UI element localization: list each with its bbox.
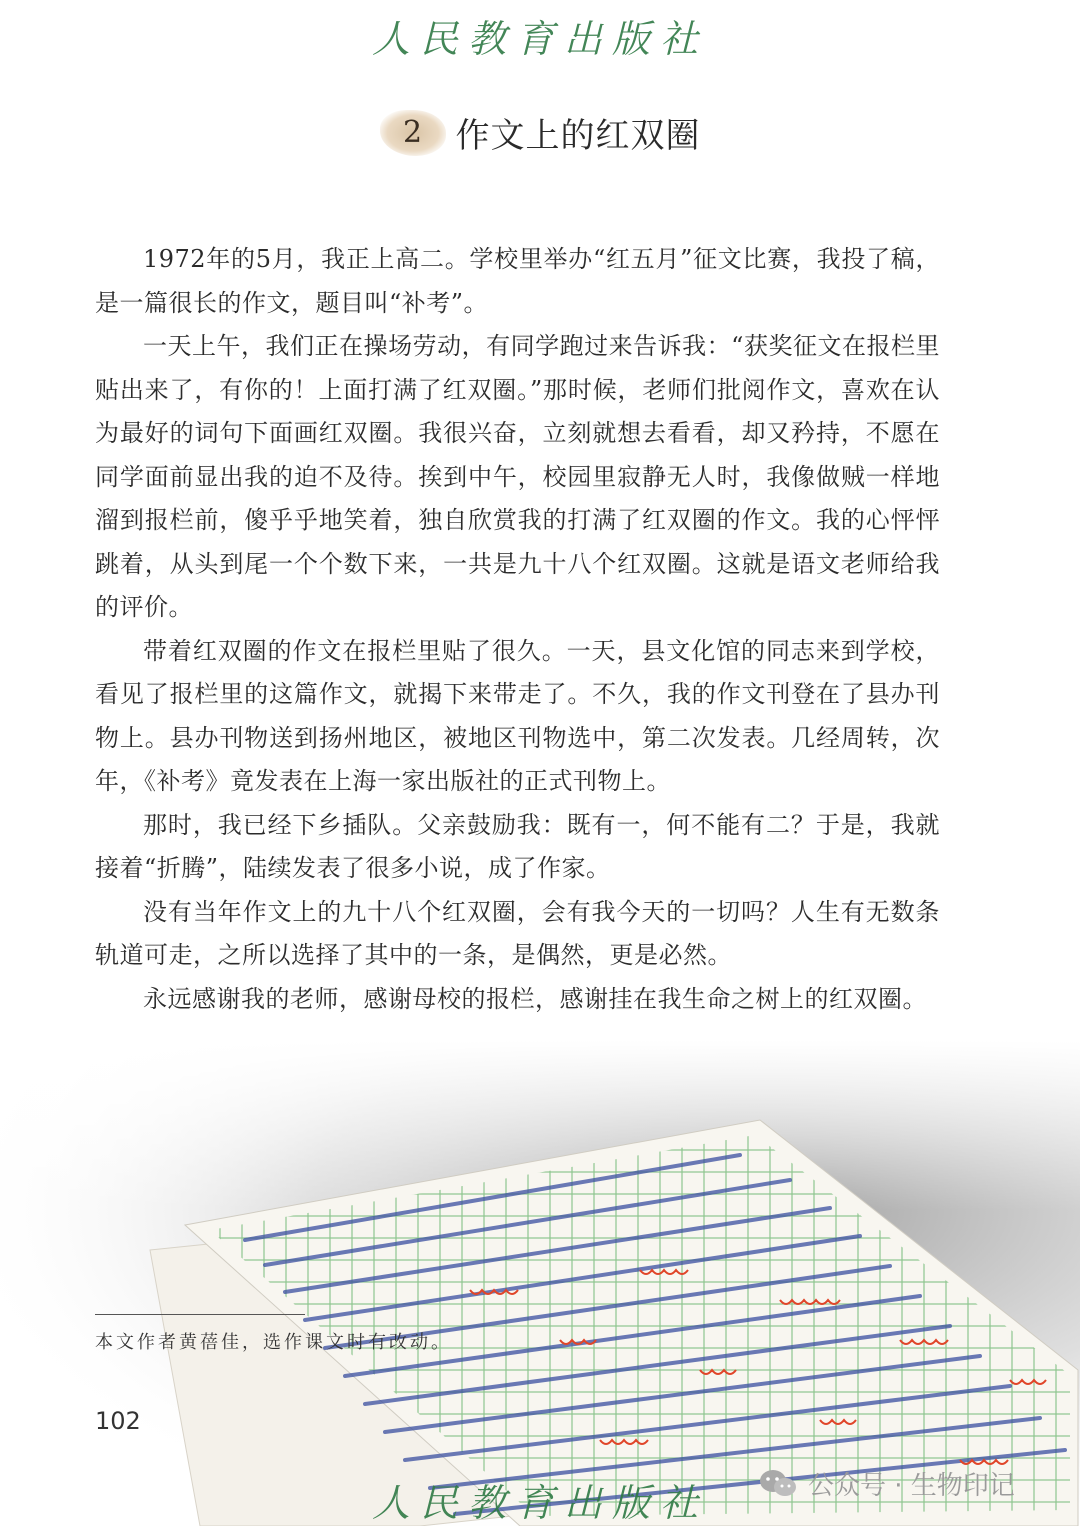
paragraph: 一天上午，我们正在操场劳动，有同学跑过来告诉我：“获奖征文在报栏里贴出来了，有你的！上面打满了红双圈。”那时候，老师们批阅作文，喜欢在认为最好的词句下面画红双圈。我很兴奋，立刻就想去看看，却又矜持，不愿在同学面前显出我的迫不及待。挨到中午，校园里寂静无人时，我像做贼一样地溜到报栏前，傻乎乎地笑着，独自欣赏我的打满了红双圈的作文。我的心怦怦跳着，从头到尾一个个数下来，一共是九十八个红双圈。这就是语文老师给我的评价。 <box>95 332 940 621</box>
publisher-watermark-bottom: 人民教育出版社 <box>371 1481 708 1525</box>
paragraph: 永远感谢我的老师，感谢母校的报栏，感谢挂在我生命之树上的红双圈。 <box>143 984 927 1013</box>
footnote: 本文作者黄蓓佳，选作课文时有改动。 <box>95 1332 452 1353</box>
wechat-label: 公众号 · 生物印记 <box>808 1471 1015 1501</box>
paragraph: 那时，我已经下乡插队。父亲鼓励我：既有一，何不能有二？于是，我就接着“折腾”，陆续发表了很多小说，成了作家。 <box>95 810 940 882</box>
paragraph: 1972年的5月，我正上高二。学校里举办“红五月”征文比赛，我投了稿，是一篇很长的作文，题目叫“补考”。 <box>95 245 940 317</box>
wechat-account-tag <box>758 1465 1015 1502</box>
lesson-title: 作文上的红双圈 <box>455 116 701 156</box>
paragraph: 带着红双圈的作文在报栏里贴了很久。一天，县文化馆的同志来到学校，看见了报栏里的这篇作文，就揭下来带走了。不久，我的作文刊登在了县办刊物上。县办刊物送到扬州地区，被地区刊物选中，第二次发表。几经周转，次年，《补考》竟发表在上海一家出版社的正式刊物上。 <box>95 636 940 795</box>
article-body <box>95 238 940 1021</box>
publisher-watermark-top: 人民教育出版社 <box>371 17 708 61</box>
essay-manuscript-illustration <box>0 1040 1080 1526</box>
paragraph: 没有当年作文上的九十八个红双圈，会有我今天的一切吗？人生有无数条轨道可走，之所以选择了其中的一条，是偶然，更是必然。 <box>95 897 940 969</box>
page-number: 102 <box>95 1407 141 1435</box>
lesson-number-badge: 2 <box>380 110 446 156</box>
footnote-divider <box>95 1314 305 1315</box>
lesson-heading <box>0 108 1080 157</box>
wechat-icon <box>758 1468 798 1500</box>
